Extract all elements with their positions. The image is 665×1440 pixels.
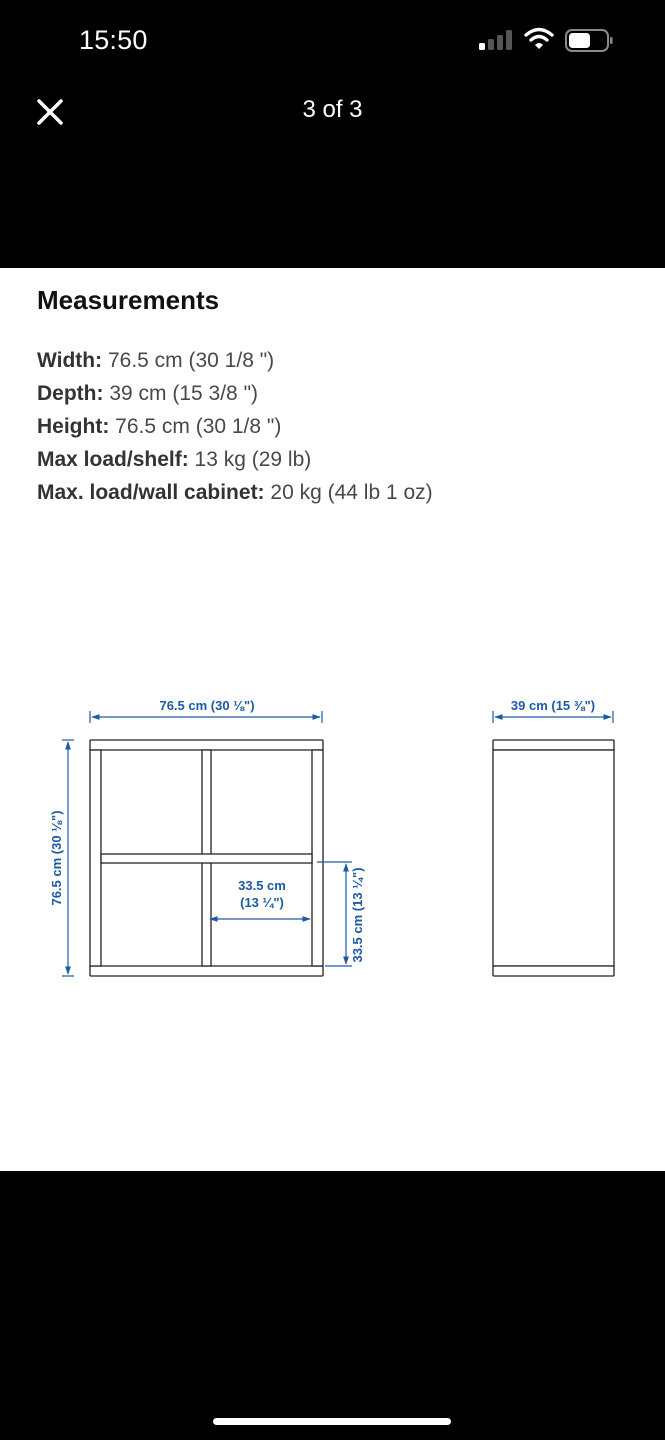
spec-width: Width: 76.5 cm (30 1/8 ") — [37, 349, 275, 372]
front-view-drawing — [90, 740, 323, 976]
depth-dimension-label: 39 cm (15 ⅜") — [510, 698, 596, 713]
compartment-width-label-line1: 33.5 cm — [238, 878, 286, 893]
dimension-diagram — [0, 678, 665, 1008]
status-bar — [0, 0, 665, 80]
signal-icon — [479, 30, 513, 50]
wifi-icon — [524, 27, 554, 51]
status-time: 15:50 — [79, 25, 148, 55]
measurements-heading: Measurements — [37, 285, 220, 315]
battery-icon — [565, 29, 613, 52]
measurements-image — [0, 268, 665, 1171]
compartment-width-label-line2: (13 ¼") — [240, 895, 284, 910]
spec-depth: Depth: 39 cm (15 3/8 ") — [37, 382, 259, 405]
measurements-list — [37, 344, 433, 509]
spec-height: Height: 76.5 cm (30 1/8 ") — [37, 415, 282, 438]
home-indicator[interactable] — [213, 1418, 451, 1425]
height-dimension-label: 76.5 cm (30 ⅛") — [49, 810, 64, 906]
viewer-top-bar — [0, 80, 665, 140]
compartment-height-label: 33.5 cm (13 ¼") — [350, 867, 365, 963]
side-view-drawing — [493, 740, 614, 976]
spec-max-load-wall-cabinet: Max. load/wall cabinet: 20 kg (44 lb 1 oz) — [37, 481, 433, 504]
image-counter: 3 of 3 — [302, 96, 363, 123]
width-dimension-label: 76.5 cm (30 ⅛") — [159, 698, 255, 713]
spec-max-load-shelf: Max load/shelf: 13 kg (29 lb) — [37, 448, 312, 471]
